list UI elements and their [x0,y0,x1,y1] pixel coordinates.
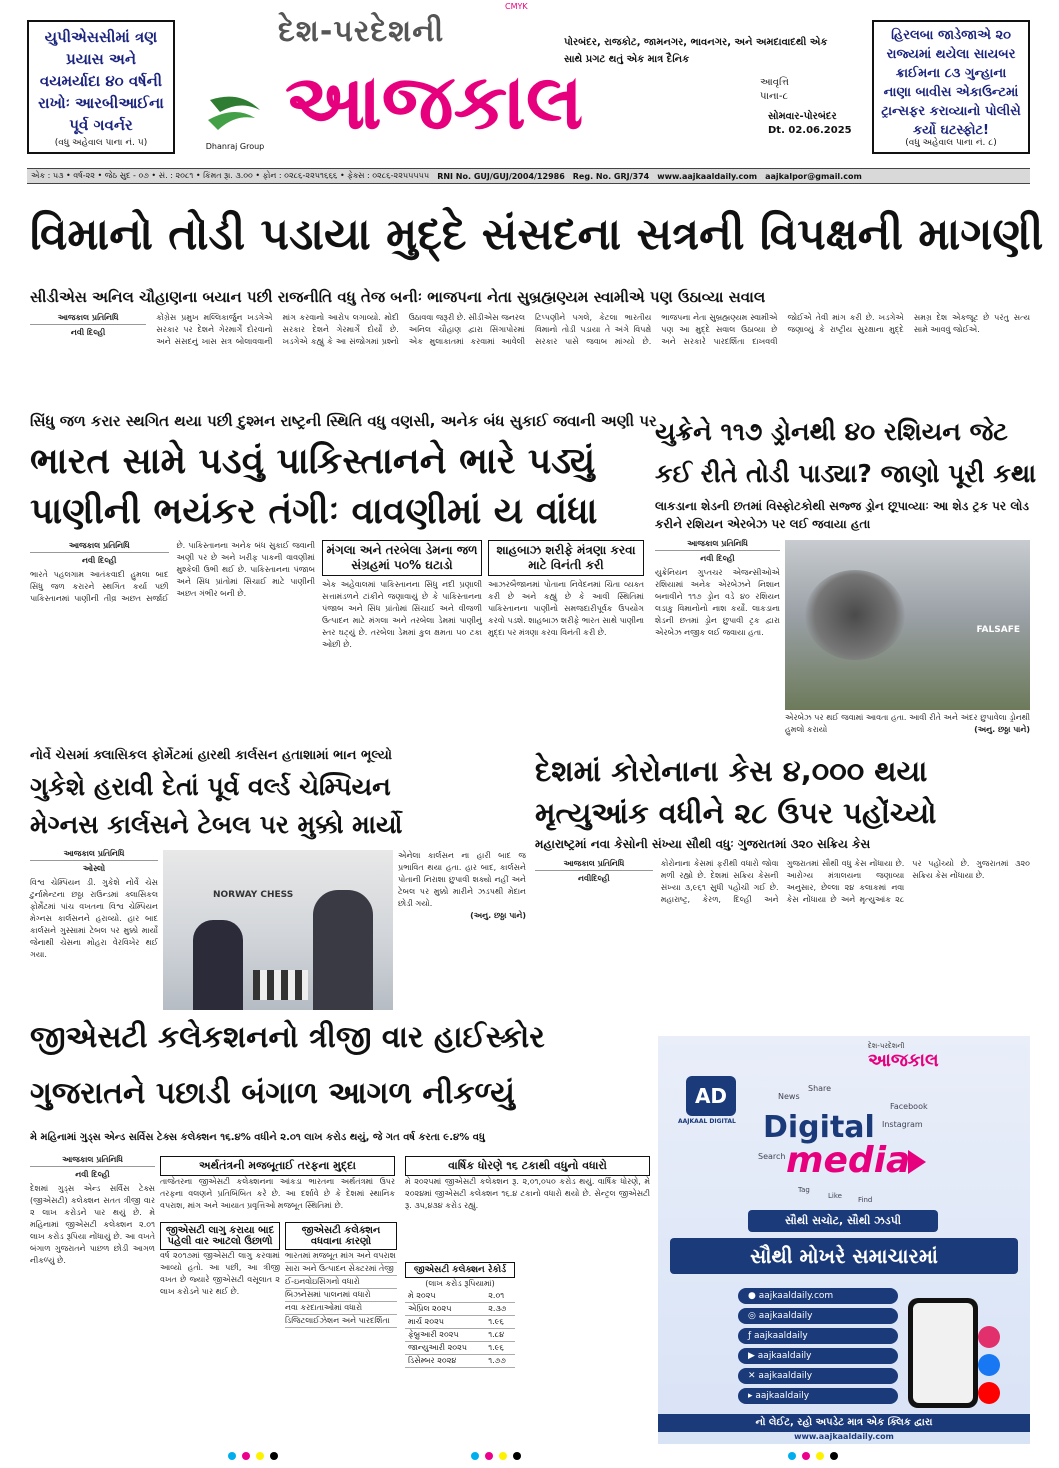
ad-logo: AD [686,1076,736,1116]
gst-byline: આજકાલ પ્રતિનિધિ [30,1154,155,1167]
digital-media-ad[interactable] [658,1036,1030,1444]
color-dot [242,1452,250,1460]
drone-photo-label: FALSAFE [976,625,1020,635]
chess-headline-1[interactable]: ગુકેશે હરાવી દેતાં પૂર્વ વર્લ્ડ ચેમ્પિયન [30,772,391,801]
gst-box-3-body: વર્ષ ૨૦૧૭માં જીએસટી લાગુ કરવામાં આવ્યો હતો. આ પછી, આ ત્રીજી વખત છે જ્યારે જીએસટી વસૂલાત ૨ લાખ કરોડને પાર થઈ છે. [160,1251,280,1296]
facebook-link[interactable] [738,1328,898,1344]
masthead-title: આજકાલ [285,57,584,146]
indus-kicker: સિંધુ જળ કરાર સ્થગિત થયા પછી દુશ્મન રાષ્ટ્રની સ્થિતિ વધુ વણસી, અનેક બંધ સુકાઈ જવાની અણી પર [30,412,657,430]
color-dot [802,1452,810,1460]
chess-place: ઓસ્લો [82,864,106,873]
playstore-icon: ▸ [748,1391,756,1401]
ad-brand-small: દેશ-પરદેશની [868,1042,905,1050]
indus-byline: આજકાલ પ્રતિનિધિ [30,540,169,553]
gst-reason-3: ઈ-ઇનવોઇસિંગનો વધારો [285,1276,397,1289]
gst-place: નવી દિલ્હી [75,1170,110,1179]
table-row [405,1329,515,1342]
covid-headline-1[interactable]: દેશમાં કોરોનાના કેસ ૪,૦૦૦ થયા [535,754,928,788]
drone-text: યુક્રેનિયન ગુપ્તચર એજન્સીઓએ રશિયામાં અનેક એરબેઝને નિશાન બનાવીને ૧૧૭ ડ્રોન વડે ૪૦ રશિયન લડાકુ વિમાનોનો નાશ કર્યો. લાકડાના શેડની છતમાં ડ્રોન છુપાવી ટ્રક દ્વારા એરબેઝ નજીક લઈ જવાયા હતા. [655,568,780,637]
masthead-tagline: દેશ-પરદેશની [278,14,445,49]
ad-brand: આજકાલ [868,1050,939,1071]
promo-right-text: હિરલબા જાડેજાએ ૨૦ રાજ્યમાં થયેલા સાયબર ક્રાઈમના ૮૩ ગુન્હાના નાણા બાવીસ એકાઉન્ટમાં ટ્રાન્સફર કરાવ્યાનો પોલીસે કર્યો ઘટસ્ફોટ! [881,28,1021,138]
ad-word-news: News [778,1092,800,1101]
gst-body [30,1154,155,1454]
table-cell: ફેબ્રુઆરી ૨૦૨૫ [405,1329,485,1342]
registration-marks [225,1452,281,1460]
gst-table [405,1262,515,1452]
table-cell: ૧.૭૭ [485,1355,515,1368]
ad-word-tag: Tag [798,1186,810,1194]
gst-table-unit: (લાખ કરોડ રૂપિયામાં) [425,1279,495,1288]
table-row [405,1303,515,1316]
ad-word-instagram: Instagram [882,1120,923,1129]
ad-word-search: Search [758,1152,786,1161]
color-dot [485,1452,493,1460]
day-label: સોમવાર-પોરબંદર [768,111,837,122]
gst-box-2-body: મે ૨૦૨૫માં જીએસટી કલેક્શન રૂ. ૨,૦૧,૦૫૦ કરોડ થયું. વાર્ષિક ધોરણે, મે ૨૦૨૪માં જીએસટી કલેક્શન ૧૬.૪ ટકાનો વધારો થયો છે. સેન્ટ્રલ જીએસટી રૂ. ૩૫,૪૩૪ કરોડ રહ્યું. [405,1177,650,1210]
chess-photo-label: NORWAY CHESS [213,890,294,900]
edition-info [760,76,789,104]
gst-text: દેશમાં ગુડ્સ એન્ડ સર્વિસ ટેક્સ (જીએસટી) કલેક્શન સતત ત્રીજી વાર ૨ લાખ કરોડને પાર થયું છે. મે મહિનામાં જીએસટી કલેક્શન ૨.૦૧ લાખ કરોડ રૂપિયા નોંધાયું છે. આ વખતે બંગાળ ગુજરાતને પાછળ છોડી આગળ નીકળ્યું છે. [30,1184,155,1265]
color-dot [256,1452,264,1460]
lead-subhead: સીડીએસ અનિલ ચૌહાણના બયાન પછી રાજનીતિ વધુ તેજ બનીઃ ભાજપના નેતા સુબ્રહ્મણ્યમ સ્વામીએ પણ ઉઠાવ્યા સવાલ [30,288,766,306]
ad-media: media [786,1140,911,1181]
email-link[interactable]: aajkalpor@gmail.com [765,171,862,181]
gst-subhead: મે મહિનામાં ગુડ્સ એન્ડ સર્વિસ ટેક્સ કલેક્શન ૧૬.૪% વધીને ૨.૦૧ લાખ કરોડ થયું, જે ગત વર્ષ કરતા ૯.૪% વધુ [30,1132,485,1143]
promo-left-more: (વધુ અહેવાલ પાના નં. ૫) [54,138,148,148]
gst-box-1-title: અર્થતંત્રની મજબૂતાઈ તરફના મુદ્દા [160,1156,395,1176]
table-cell: ૧.૯૬ [485,1342,515,1355]
table-row [405,1290,515,1303]
lead-place: નવી દિલ્હી [70,328,106,337]
ad-word-facebook: Facebook [890,1102,928,1111]
promo-right[interactable] [872,20,1030,154]
group-logo [200,90,270,150]
instagram-label: aajkaaldaily [758,1311,813,1321]
playstore-link[interactable] [738,1388,898,1404]
promo-left-text: યુપીએસસીમાં ત્રણ પ્રયાસ અને વયમર્યાદા ૪૦ વર્ષની રાખોઃ આરબીઆઈના પૂર્વ ગવર્નર [38,28,164,134]
gst-reason-1: ભારતમાં મજબૂત માંગ અને વપરાશ [285,1250,397,1263]
date-label: Dt. 02.06.2025 [768,125,852,136]
table-row [405,1355,515,1368]
registration-marks-3 [785,1452,841,1460]
color-dot [788,1452,796,1460]
table-cell: મે ૨૦૨૫ [405,1290,485,1303]
bubble-icon [978,1326,1000,1348]
drone-caption: એરબેઝ પર થઈ જવામાં આવતા હતા. આવી રીતે અને અંદર છુપાવેલા ડ્રોનથી હુમલો કરાયો [785,713,1030,734]
drone-place: નવી દિલ્હી [700,554,735,563]
smoke-plume [805,570,905,660]
promo-left[interactable] [27,20,175,154]
website-link[interactable] [738,1288,898,1304]
gst-box-4 [285,1222,397,1452]
gst-box-2 [405,1156,650,1256]
color-dot [513,1452,521,1460]
color-dot [471,1452,479,1460]
facebook-icon: ƒ [748,1331,755,1341]
info-bar [27,168,1030,184]
player-right [313,890,373,1010]
ad-word-like: Like [828,1192,842,1200]
youtube-link[interactable] [738,1348,898,1364]
youtube-icon: ▶ [748,1351,758,1361]
chess-kicker: નોર્વે ચેસમાં ક્લાસિકલ ફોર્મેટમાં હારથી કાર્લસન હતાશામાં ભાન ભૂલ્યો [30,748,393,763]
dhanraj-logo-icon [200,90,270,140]
indus-headline-2[interactable]: પાણીની ભયંકર તંગીઃ વાવણીમાં ય વાંધા [30,491,598,532]
drone-byline: આજકાલ પ્રતિનિધિ [655,538,780,551]
reg-number: Reg. No. GRJ/374 [572,171,650,181]
lead-headline[interactable]: વિમાનો તોડી પડાયા મુદ્દે સંસદના સત્રની વિપક્ષની માગણી [30,209,1044,260]
x-label: aajkaaldaily [758,1371,813,1381]
ad-url[interactable]: www.aajkaaldaily.com [794,1432,894,1441]
gst-box-3 [160,1222,280,1452]
chess-more: (અનુ. છઠ્ઠા પાને) [470,911,526,920]
gst-headline-1[interactable]: જીએસટી કલેકશનનો ત્રીજી વાર હાઈસ્કોર [30,1020,545,1055]
bubble-icon [978,1382,1000,1404]
lead-body [30,312,1030,402]
bubble-icon [978,1354,1000,1376]
drone-more: (અનુ. છઠ્ઠા પાને) [974,725,1030,734]
color-dot [228,1452,236,1460]
table-cell: ૨.૩૭ [485,1303,515,1316]
indus-body [30,540,315,685]
drone-subhead: લાકડાના શેડની છતમાં વિસ્ફોટકોથી સજ્જ ડ્રોન છૂપાવ્યાઃ આ શેડ ટ્રક પર લોડ કરીને રશિયન એરબેઝ પર લઈ જવાયા હતા [655,499,1029,531]
lead-byline: આજકાલ પ્રતિનિધિ [30,312,146,325]
ad-digital: Digital [763,1110,875,1145]
ad-links [738,1284,898,1408]
social-bubbles [978,1326,1018,1406]
instagram-link[interactable] [738,1308,898,1324]
indus-place: નવી દિલ્હી [82,556,117,565]
gst-box-1 [160,1156,395,1216]
gst-box-2-title: વાર્ષિક ધોરણે ૧૬ ટકાથી વધુનો વધારો [405,1156,650,1176]
chess-byline: આજકાલ પ્રતિનિધિ [30,848,158,861]
gst-box-3-title: જીએસટી લાગુ કરાયા બાદ પહેલી વાર આટલો ઉછાળો [160,1222,280,1250]
chess-text-2: એનેલા કાર્લસન ના હારી બાદ જ પ્રભાવિત થયા હતા. હાર બાદ, કાર્લસને પોતાની નિરાશા છુપાવી શક્યો નહીં અને ટેબલ પર મુક્કો મારીને ઝડપથી મેદાન છોડી ગયો. [398,851,526,908]
table-cell: માર્ચ ૨૦૨૫ [405,1316,485,1329]
gst-reason-4: બિઝનેસમાં પાલનમાં વધારો [285,1289,397,1302]
website-link[interactable]: www.aajkaaldaily.com [657,171,758,181]
color-dot [830,1452,838,1460]
drone-photo [785,540,1030,710]
chess-headline-2[interactable]: મેગ્નસ કાર્લસને ટેબલ પર મુક્કો માર્યો [30,810,403,839]
covid-subhead: મહારાષ્ટ્રમાં નવા કેસોની સંખ્યા સૌથી વધુઃ ગુજરાતમાં ૩૨૦ સક્રિય કેસ [535,837,871,851]
phone-screen [913,1303,973,1403]
chess-text: વિશ્વ ચેમ્પિયન ડી. ગુકેશે નોર્વે ચેસ ટુર્નામેન્ટના છઠ્ઠા રાઉન્ડમાં ક્લાસિકલ ફોર્મેટમાં પાંચ વખતના વિશ્વ ચેમ્પિયન મેગ્નસ કાર્લસનને હરાવ્યો. હાર બાદ કાર્લસને ગુસ્સામાં ટેબલ પર મુક્કો માર્યો જેનાથી ચેસના મોહરા વેરવિખેર થઈ ગયા. [30,878,158,959]
phone-mockup [908,1298,978,1408]
drone-body [655,538,780,728]
gst-box-1-body: તાજેતરના જીએસટી કલેક્શનના આંકડા ભારતના અર્થતંત્રમાં ઉપર તરફના વલણને પ્રતિબિંબિત કરે છે. આ દર્શાવે છે કે દેશમાં સ્થાનિક વપરાશ, માંગ અને આયાત પ્રવૃત્તિઓ મજબૂત સ્થિતિમાં છે. [160,1177,395,1210]
date-info [768,110,852,138]
table-row [405,1342,515,1355]
top-cmyk: CMYK [505,2,528,11]
covid-text: કોરોનાના કેસમાં ફરીથી વધારો જોવા મળી રહ્યો છે. દેશમાં સક્રિય કેસની સંખ્યા ૩,૯૬૧ સુધી પહોંચી ગઈ છે. મહારાષ્ટ્ર, કેરળ, દિલ્હી અને ગુજરાતમાં સૌથી વધુ કેસ નોંધાયા છે. આરોગ્ય મંત્રાલયના જણાવ્યા અનુસાર, છેલ્લા ૨૪ કલાકમાં નવા કેસ નોંધાયા છે અને મૃત્યુઆંક ૨૮ પર પહોંચ્યો છે. ગુજરાતમાં ૩૨૦ સક્રિય કેસ નોંધાયા છે. [660,859,1030,904]
play-icon [908,1150,926,1174]
chess-photo [163,850,393,1010]
ad-word-share: Share [808,1084,832,1093]
color-dot [499,1452,507,1460]
indus-text: ભારતે પહલગામ આતંકવાદી હુમલા બાદ સિંધુ જળ કરારને સ્થગિત કર્યા પછી પાકિસ્તાનમાં પાણીની તીવ્ર અછત સર્જાઈ છે. પાકિસ્તાનના અનેક બંધ સુકાઈ જવાની અણી પર છે અને ખરીફ પાકની વાવણીમાં મુશ્કેલી ઉભી થઈ છે. પાકિસ્તાનના પંજાબ અને સિંધ પ્રાંતોમાં સિંચાઈ માટે પાણીની અછત ગંભીર બની છે. [30,541,315,603]
pages-label: પાના-૮ [760,91,788,102]
table-cell: એપ્રિલ ૨૦૨૫ [405,1303,485,1316]
gst-reason-6: ડિજિટલાઈઝેશન અને પારદર્શિતા [285,1315,397,1328]
x-link[interactable] [738,1368,898,1384]
indus-box-2-body: આઝરબૈજાનમાં પોતાના નિવેદનમાં ચિંતા વ્યક્ત કરી છે અને કહ્યું છે કે આવી સ્થિતિમાં પાકિસ્તાનના પાણીનો સમજદારીપૂર્વક ઉપયોગ કરવો પડશે. શાહબાઝ શરીફે ભારત સાથે પાણીના મુદ્દા પર મંત્રણા કરવા વિનંતી કરી છે. [488,580,644,637]
table-cell: ૧.૯૬ [485,1316,515,1329]
indus-box-1-title: મંગલા અને તરબેલા ડેમના જળ સંગ્રહમાં ૫૦% ઘટાડો [322,540,482,576]
indus-box-2-title: શાહબાઝ શરીફે મંત્રણા કરવા માટે વિનંતી કરી [488,540,644,576]
color-dot [816,1452,824,1460]
issue-info: એક : ૫૩ • વર્ષ-૨૨ • જેઠ સુદ - ૦૭ • સં. : ૨૦૮૧ • કિંમત રૂા. ૩.૦૦ • ફોન : ૦૨૮૬-૨૨૫૧૬૬૬ • ફેક્સ : ૦૨૮૬-૨૨૫૫૫૫૫ [31,171,430,180]
indus-box-2 [488,540,644,688]
table-cell: ૨.૦૧ [485,1290,515,1303]
gst-reason-2: સારા અને ઉત્પાદન સેક્ટરમાં તેજી [285,1263,397,1276]
avrutti-label: આવૃત્તિ [760,77,789,88]
table-cell: ડિસેમ્બર ૨૦૨૪ [405,1355,485,1368]
table-cell: જાન્યુઆરી ૨૦૨૫ [405,1342,485,1355]
drone-headline-1[interactable]: યુક્રેને ૧૧૭ ડ્રોનથી ૪૦ રશિયન જેટ [655,417,1008,446]
ad-tagline-2: સૌથી મોખરે સમાચારમાં [670,1238,1018,1274]
x-icon: ✕ [748,1371,759,1381]
ad-logo-sub: AAJKAAL DIGITAL [678,1118,736,1125]
color-dot [270,1452,278,1460]
gst-box-4-title: જીએસટી કલેક્શન વધવાના કારણો [285,1222,397,1250]
gst-table-title: જીએસટી કલેક્શન રેકોર્ડ [405,1262,515,1278]
chess-board [253,970,308,1000]
globe-icon: ● [748,1291,759,1301]
registration-marks-2 [468,1452,524,1460]
table-cell: ૧.૮૪ [485,1329,515,1342]
table-row [405,1316,515,1329]
gst-headline-2[interactable]: ગુજરાતને પછાડી બંગાળ આગળ નીકળ્યું [30,1076,515,1111]
covid-place: નવીદિલ્હી [578,874,610,883]
website-label: aajkaaldaily.com [758,1291,834,1301]
promo-right-more: (વધુ અહેવાલ પાના નં. ૮) [905,138,997,148]
indus-box-1 [322,540,482,688]
ad-word-find: Find [858,1196,873,1204]
youtube-label: aajkaaldaily [757,1351,812,1361]
ad-tagline-1: સૌથી સચોટ, સૌથી ઝડપી [748,1210,938,1232]
indus-headline-1[interactable]: ભારત સામે પડવું પાકિસ્તાનને ભારે પડ્યું [30,441,596,482]
chess-body-2 [398,850,526,1000]
covid-byline: આજકાલ પ્રતિનિધિ [535,858,653,871]
rni-number: RNI No. GUJ/GUJ/2004/12986 [437,171,565,181]
chess-body [30,848,158,1008]
player-left [193,920,243,1010]
gst-table-grid [405,1290,515,1368]
covid-body [535,858,1030,1008]
playstore-label: aajkaaldaily [755,1391,810,1401]
masthead-editions: પોરબંદર, રાજકોટ, જામનગર, ભાવનગર, અને અમદાવાદથી એક સાથે પ્રગટ થતું એક માત્ર દૈનિક [564,37,828,65]
facebook-label: aajkaaldaily [754,1331,808,1341]
ad-cta[interactable]: નો લેઈટ, રહો અપડેટ માત્ર એક ક્લિક દ્વારા [658,1414,1030,1432]
instagram-icon: ◎ [748,1311,759,1321]
lead-text: કોંગ્રેસ પ્રમુખ મલ્લિકાર્જુન ખડગેએ સરકાર પર દેશને ગેરમાર્ગે દોરવાનો અને સંસદનું ખાસ સત્ર બોલાવવાની માંગ કરવાનો આરોપ લગાવ્યો. મોદી સરકાર દેશને ગેરમાર્ગે દોર્યો છે. ખડગેએ કહ્યું કે આ સંજોગમાં પ્રશ્નો ઉઠાવવા જરૂરી છે. સીડીએસ જનરલ અનિલ ચૌહાણ દ્વારા સિંગાપોરમાં એક મુલાકાતમાં કરવામાં આવેલી ટિપ્પણીને પગલે, કેટલા ભારતીય વિમાનો તોડી પડાયા તે અંગે વિપક્ષે સરકાર પાસે જવાબ માંગ્યો છે. ભાજપના નેતા સુબ્રહ્મણ્યમ સ્વામીએ પણ આ મુદ્દે સવાલ ઉઠાવ્યા છે અને સરકારે પારદર્શિતા દાખવવી જોઈએ તેવી માંગ કરી છે. ખડગેએ જણાવ્યું કે રાષ્ટ્રીય સુરક્ષાના મુદ્દે સમગ્ર દેશ એકજૂટ છે પરંતુ સત્ય સામે આવવું જોઈએ. [156,313,1030,346]
drone-headline-2[interactable]: કઈ રીતે તોડી પાડ્યા? જાણો પૂરી કથા [655,459,1037,488]
group-name: Dhanraj Group [205,142,265,151]
indus-box-1-body: એક અહેવાલમાં પાકિસ્તાનના સિંધુ નદી પ્રણાલી સત્તામંડળને ટાંકીને જણાવાયું છે કે પાકિસ્તાનના પંજાબ અને સિંધ પ્રાંતોમાં સિંચાઈ અને વીજળી ઉત્પાદન માટે મંગલા અને તરબેલા ડેમમાં પાણીનું સ્તર ઘટ્યું છે. તરબેલા ડેમમાં કુલ ક્ષમતા ૫૦ ટકા ઓછી છે. [322,580,482,649]
gst-reason-5: નવા કરદાતાઓમાં વધારો [285,1302,397,1315]
covid-headline-2[interactable]: મૃત્યુઆંક વધીને ૨૮ ઉપર પહોંચ્યો [535,796,937,830]
